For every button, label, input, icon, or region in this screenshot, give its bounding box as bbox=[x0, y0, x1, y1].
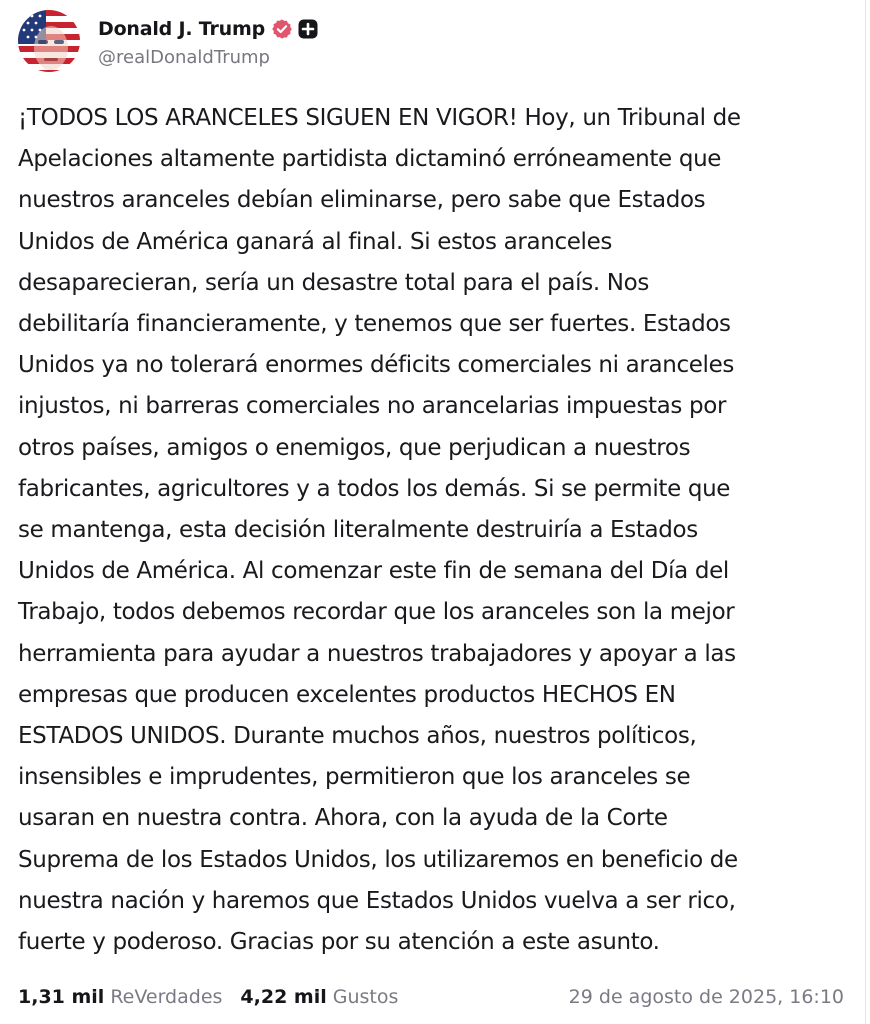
likes-count: 4,22 mil bbox=[240, 986, 327, 1008]
panel-divider bbox=[865, 0, 866, 1024]
verified-badge-icon bbox=[271, 18, 293, 40]
post-line: se mantenga, esta decisión literalmente destruiría a Estados bbox=[18, 517, 698, 544]
retruths-label: ReVerdades bbox=[110, 986, 223, 1008]
post-timestamp[interactable]: 29 de agosto de 2025, 16:10 bbox=[568, 986, 844, 1008]
author-info bbox=[98, 14, 318, 68]
retruths-count: 1,31 mil bbox=[18, 986, 105, 1008]
post-line: debilitaría financieramente, y tenemos que ser fuertes. Estados bbox=[18, 311, 731, 338]
post-header bbox=[18, 10, 318, 72]
author-display-name[interactable]: Donald J. Trump bbox=[98, 18, 265, 40]
post-line: herramienta para ayudar a nuestros trabajadores y apoyar a las bbox=[18, 640, 736, 667]
post-line: empresas que producen excelentes productos HECHOS EN bbox=[18, 681, 676, 708]
post-line: ¡TODOS LOS ARANCELES SIGUEN EN VIGOR! Hoy, un Tribunal de bbox=[18, 105, 741, 131]
post-line: Unidos ya no tolerará enormes déficits comerciales ni aranceles bbox=[18, 352, 735, 379]
post-body bbox=[18, 98, 850, 963]
post-line: usaran en nuestra contra. Ahora, con la ayuda de la Corte bbox=[18, 805, 668, 832]
name-row bbox=[98, 14, 318, 44]
post-line: nuestros aranceles debían eliminarse, pero sabe que Estados bbox=[18, 187, 706, 214]
post-line: fabricantes, agricultores y a todos los demás. Si se permite que bbox=[18, 475, 731, 502]
author-handle[interactable]: @realDonaldTrump bbox=[98, 47, 270, 68]
post-line: Trabajo, todos debemos recordar que los aranceles son la mejor bbox=[18, 599, 735, 626]
post-line: nuestra nación y haremos que Estados Unidos vuelva a ser rico, bbox=[18, 887, 736, 914]
plus-square-icon bbox=[298, 19, 318, 39]
post-line: insensibles e imprudentes, permitieron que los aranceles se bbox=[18, 764, 691, 791]
retruths-stat[interactable] bbox=[18, 986, 222, 1008]
post-line: Unidos de América. Al comenzar este fin de semana del Día del bbox=[18, 558, 729, 585]
avatar-image bbox=[18, 10, 80, 72]
avatar[interactable] bbox=[18, 10, 80, 72]
likes-label: Gustos bbox=[332, 986, 399, 1008]
post-line: desaparecieran, sería un desastre total para el país. Nos bbox=[18, 269, 649, 296]
likes-stat[interactable] bbox=[240, 986, 398, 1008]
post-footer bbox=[18, 981, 844, 1013]
post-line: fuerte y poderoso. Gracias por su atención a este asunto. bbox=[18, 929, 660, 956]
post-line: otros países, amigos o enemigos, que perjudican a nuestros bbox=[18, 434, 691, 461]
post-line: Apelaciones altamente partidista dictaminó erróneamente que bbox=[18, 146, 722, 173]
post-line: injustos, ni barreras comerciales no arancelarias impuestas por bbox=[18, 393, 727, 420]
post-line: Unidos de América ganará al final. Si estos aranceles bbox=[18, 228, 613, 255]
post-line: Suprema de los Estados Unidos, los utilizaremos en beneficio de bbox=[18, 846, 738, 873]
post-line: ESTADOS UNIDOS. Durante muchos años, nuestros políticos, bbox=[18, 723, 697, 750]
